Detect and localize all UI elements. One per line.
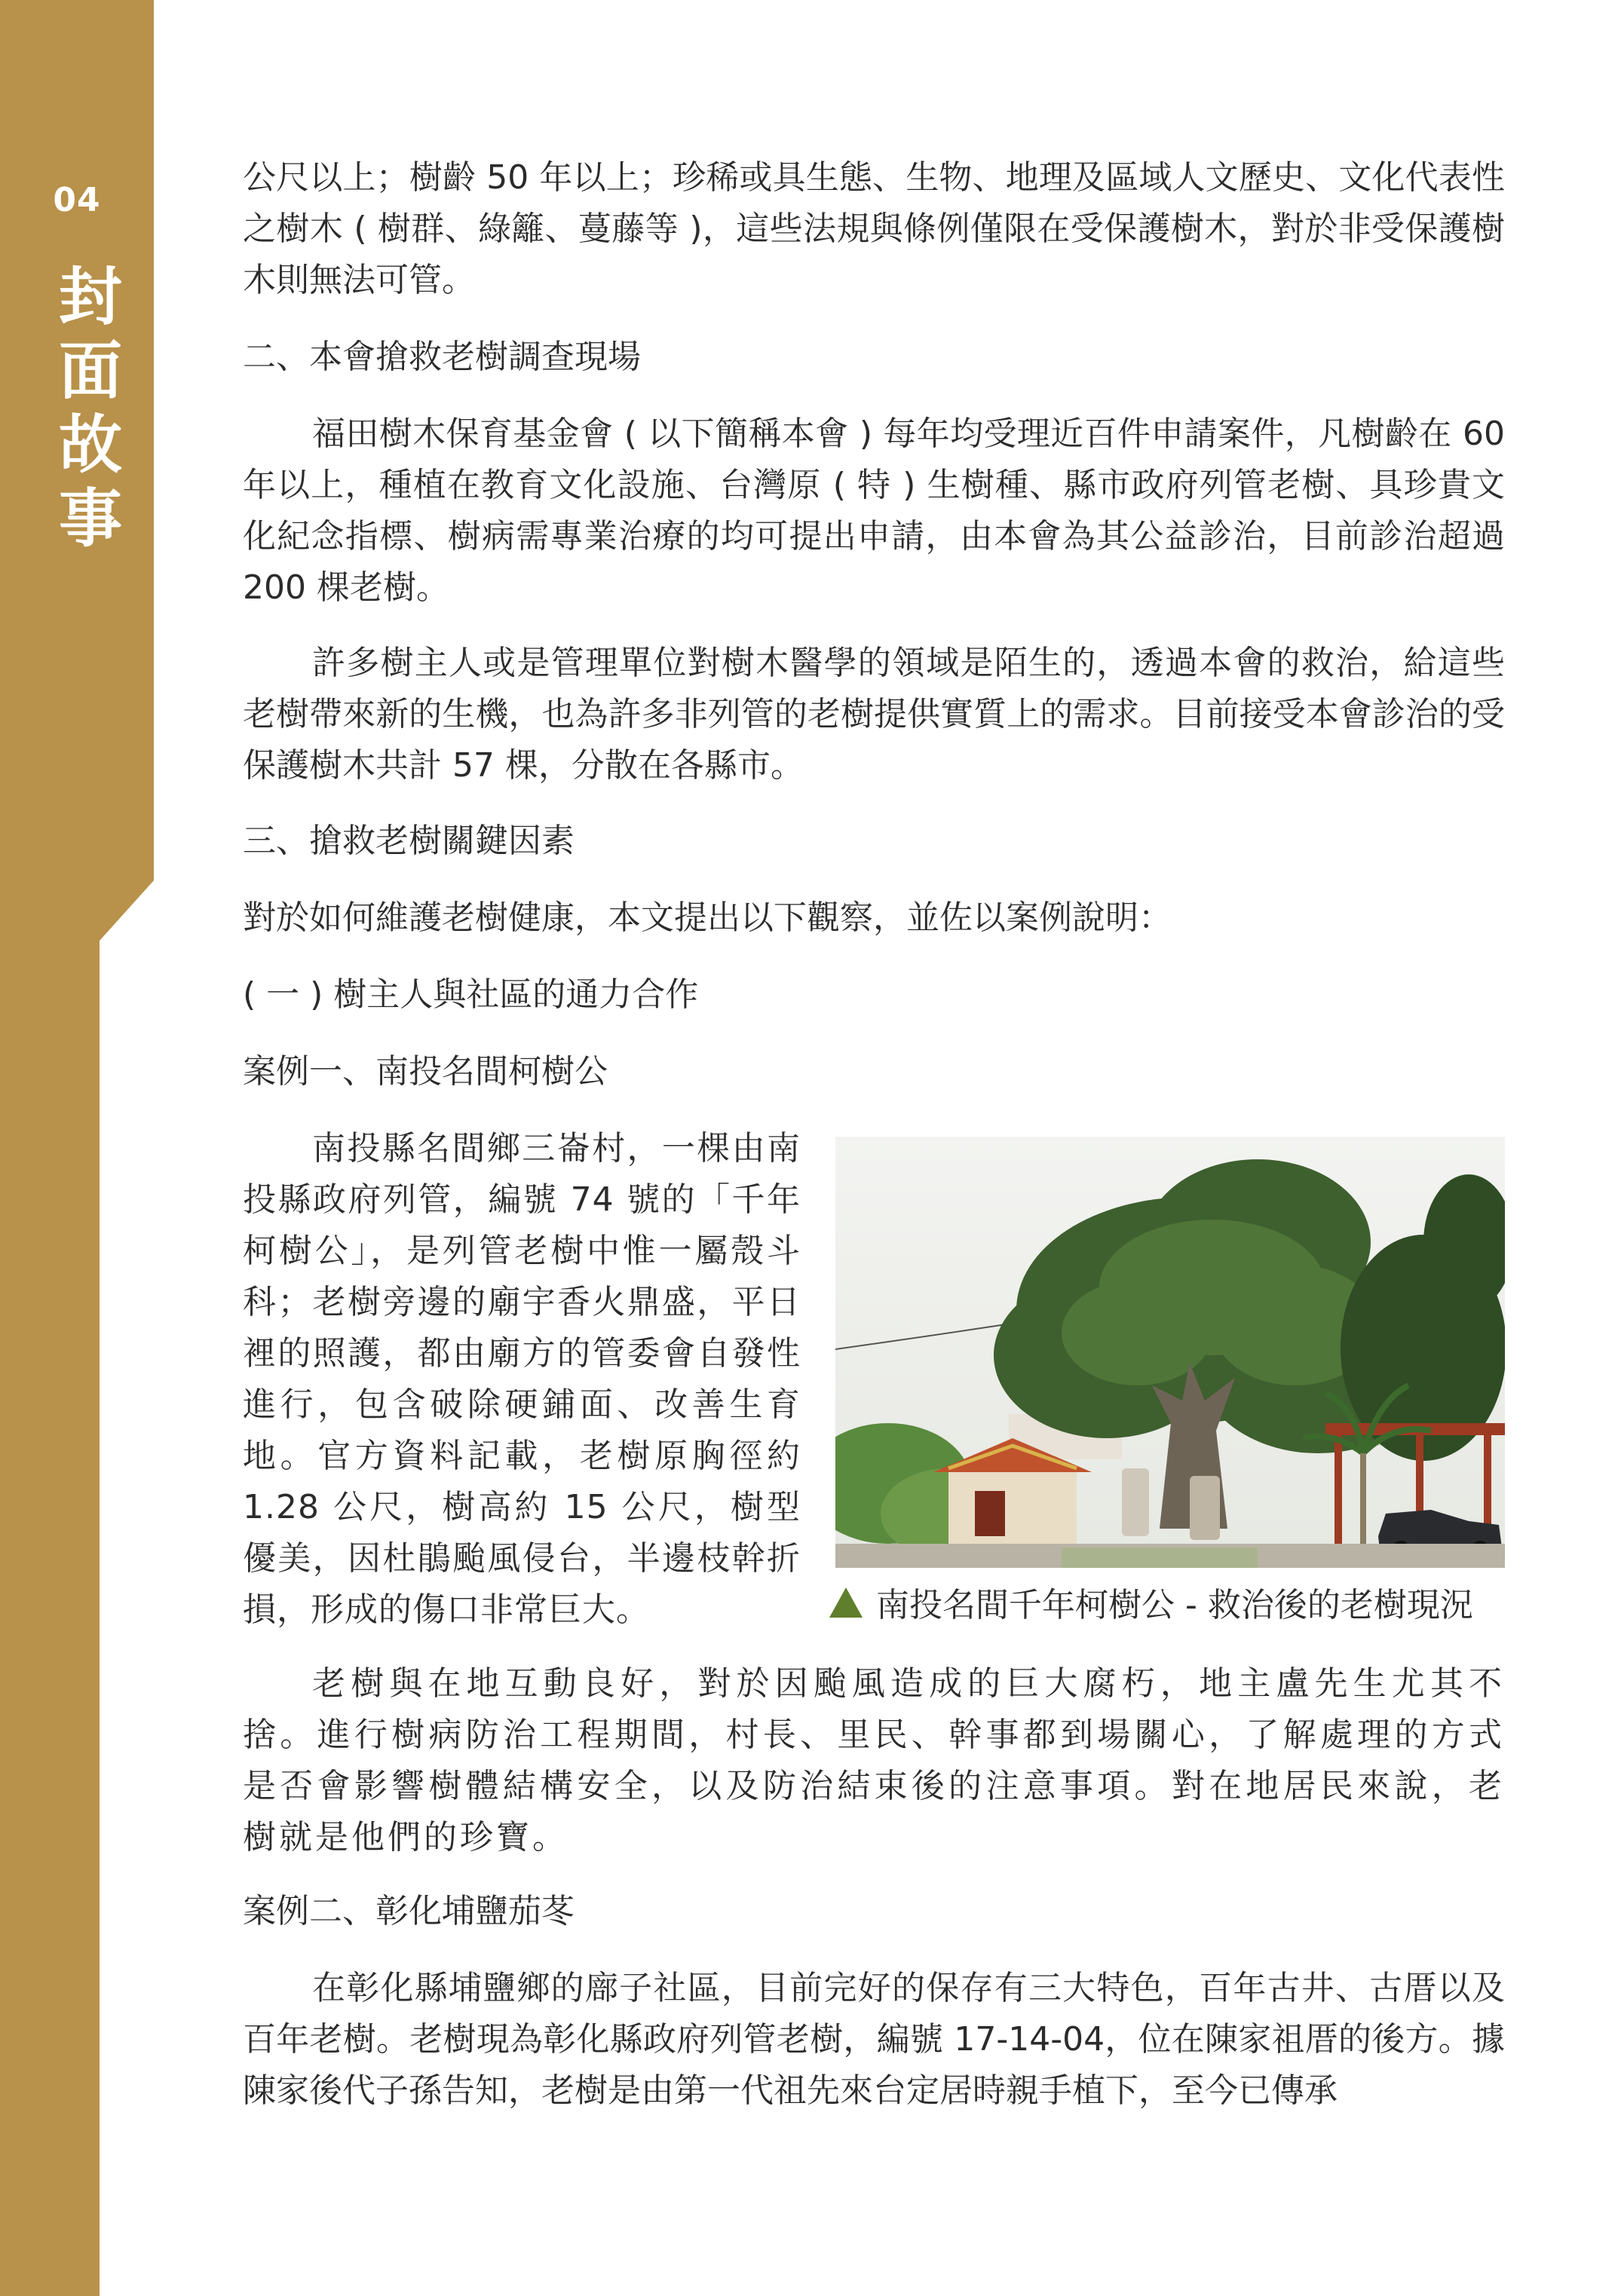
sub-heading: ( 一 ) 樹主人與社區的通力合作 bbox=[243, 975, 699, 1014]
tree-photo-illustration bbox=[835, 1137, 1505, 1568]
heading-block bbox=[243, 969, 1505, 1021]
body-text-top bbox=[243, 152, 1505, 306]
case-heading: 案例一、南投名間柯樹公 bbox=[243, 1052, 608, 1091]
paragraph: 公尺以上；樹齡 50 年以上；珍稀或具生態、生物、地理及區域人文歷史、文化代表性之樹木 ( 樹群、綠籬、蔓藤等 )，這些法規與條例僅限在受保護樹木，對於非受保護樹木則無法可管。 bbox=[243, 158, 1505, 299]
heading-block bbox=[243, 1886, 1505, 1937]
paragraph: 老樹與在地互動良好，對於因颱風造成的巨大腐朽，地主盧先生尤其不捨。進行樹病防治工程期間，村長、里民、幹事都到場關心，了解處理的方式是否會影響樹體結構安全，以及防治結束後的注意事項。對在地居民來說，老樹就是他們的珍寶。 bbox=[243, 1664, 1505, 1857]
paragraph-block bbox=[243, 638, 1505, 791]
tree-photo bbox=[835, 1137, 1505, 1568]
heading-block bbox=[243, 1046, 1505, 1097]
section-heading: 二、本會搶救老樹調查現場 bbox=[243, 338, 641, 376]
section-title-char: 面 bbox=[58, 334, 122, 408]
page-number: 04 bbox=[53, 181, 101, 219]
section-title-char: 故 bbox=[58, 408, 122, 482]
photo-caption bbox=[829, 1580, 1508, 1631]
section-heading: 三、搶救老樹關鍵因素 bbox=[243, 822, 575, 860]
heading-block bbox=[243, 332, 1505, 383]
paragraph-block bbox=[243, 1123, 801, 1636]
paragraph: 對於如何維護老樹健康，本文提出以下觀察，並佐以案例說明： bbox=[243, 899, 1172, 937]
paragraph-block bbox=[243, 1658, 1505, 1863]
paragraph-block bbox=[243, 892, 1505, 944]
triangle-marker-icon bbox=[829, 1587, 863, 1618]
photo-caption-text: 南投名間千年柯樹公 - 救治後的老樹現況 bbox=[876, 1586, 1473, 1624]
paragraph: 南投縣名間鄉三崙村，一棵由南投縣政府列管，編號 74 號的「千年柯樹公」，是列管老樹中惟一屬殼斗科；老樹旁邊的廟宇香火鼎盛，平日裡的照護，都由廟方的管委會自發性進行，包含破除硬鋪面、改善生育地。官方資料記載，老樹原胸徑約 1.28 公尺，樹高約 15 公尺，樹型優美，因杜鵑颱風侵台，半邊枝幹折損，形成的傷口非常巨大。 bbox=[243, 1129, 801, 1629]
heading-block bbox=[243, 816, 1505, 867]
paragraph-block bbox=[243, 1963, 1505, 2117]
section-title-char: 事 bbox=[58, 482, 122, 556]
paragraph-block bbox=[243, 409, 1505, 614]
paragraph: 許多樹主人或是管理單位對樹木醫學的領域是陌生的，透過本會的救治，給這些老樹帶來新的生機，也為許多非列管的老樹提供實質上的需求。目前接受本會診治的受保護樹木共計 57 棵，分散在各縣市。 bbox=[243, 644, 1505, 785]
paragraph: 福田樹木保育基金會 ( 以下簡稱本會 ) 每年均受理近百件申請案件，凡樹齡在 60 年以上，種植在教育文化設施、台灣原 ( 特 ) 生樹種、縣市政府列管老樹、具珍貴文化紀念指標、樹病需專業治療的均可提出申請，由本會為其公益診治，目前診治超過 200 棵老樹。 bbox=[243, 415, 1505, 607]
section-title-char: 封 bbox=[58, 260, 122, 334]
paragraph: 在彰化縣埔鹽鄉的廍子社區，目前完好的保存有三大特色，百年古井、古厝以及百年老樹。老樹現為彰化縣政府列管老樹，編號 17-14-04，位在陳家祖厝的後方。據陳家後代子孫告知，老樹是由第一代祖先來台定居時親手植下，至今已傳承 bbox=[243, 1969, 1505, 2110]
case-heading: 案例二、彰化埔鹽茄苳 bbox=[243, 1892, 575, 1930]
section-title bbox=[54, 260, 127, 556]
